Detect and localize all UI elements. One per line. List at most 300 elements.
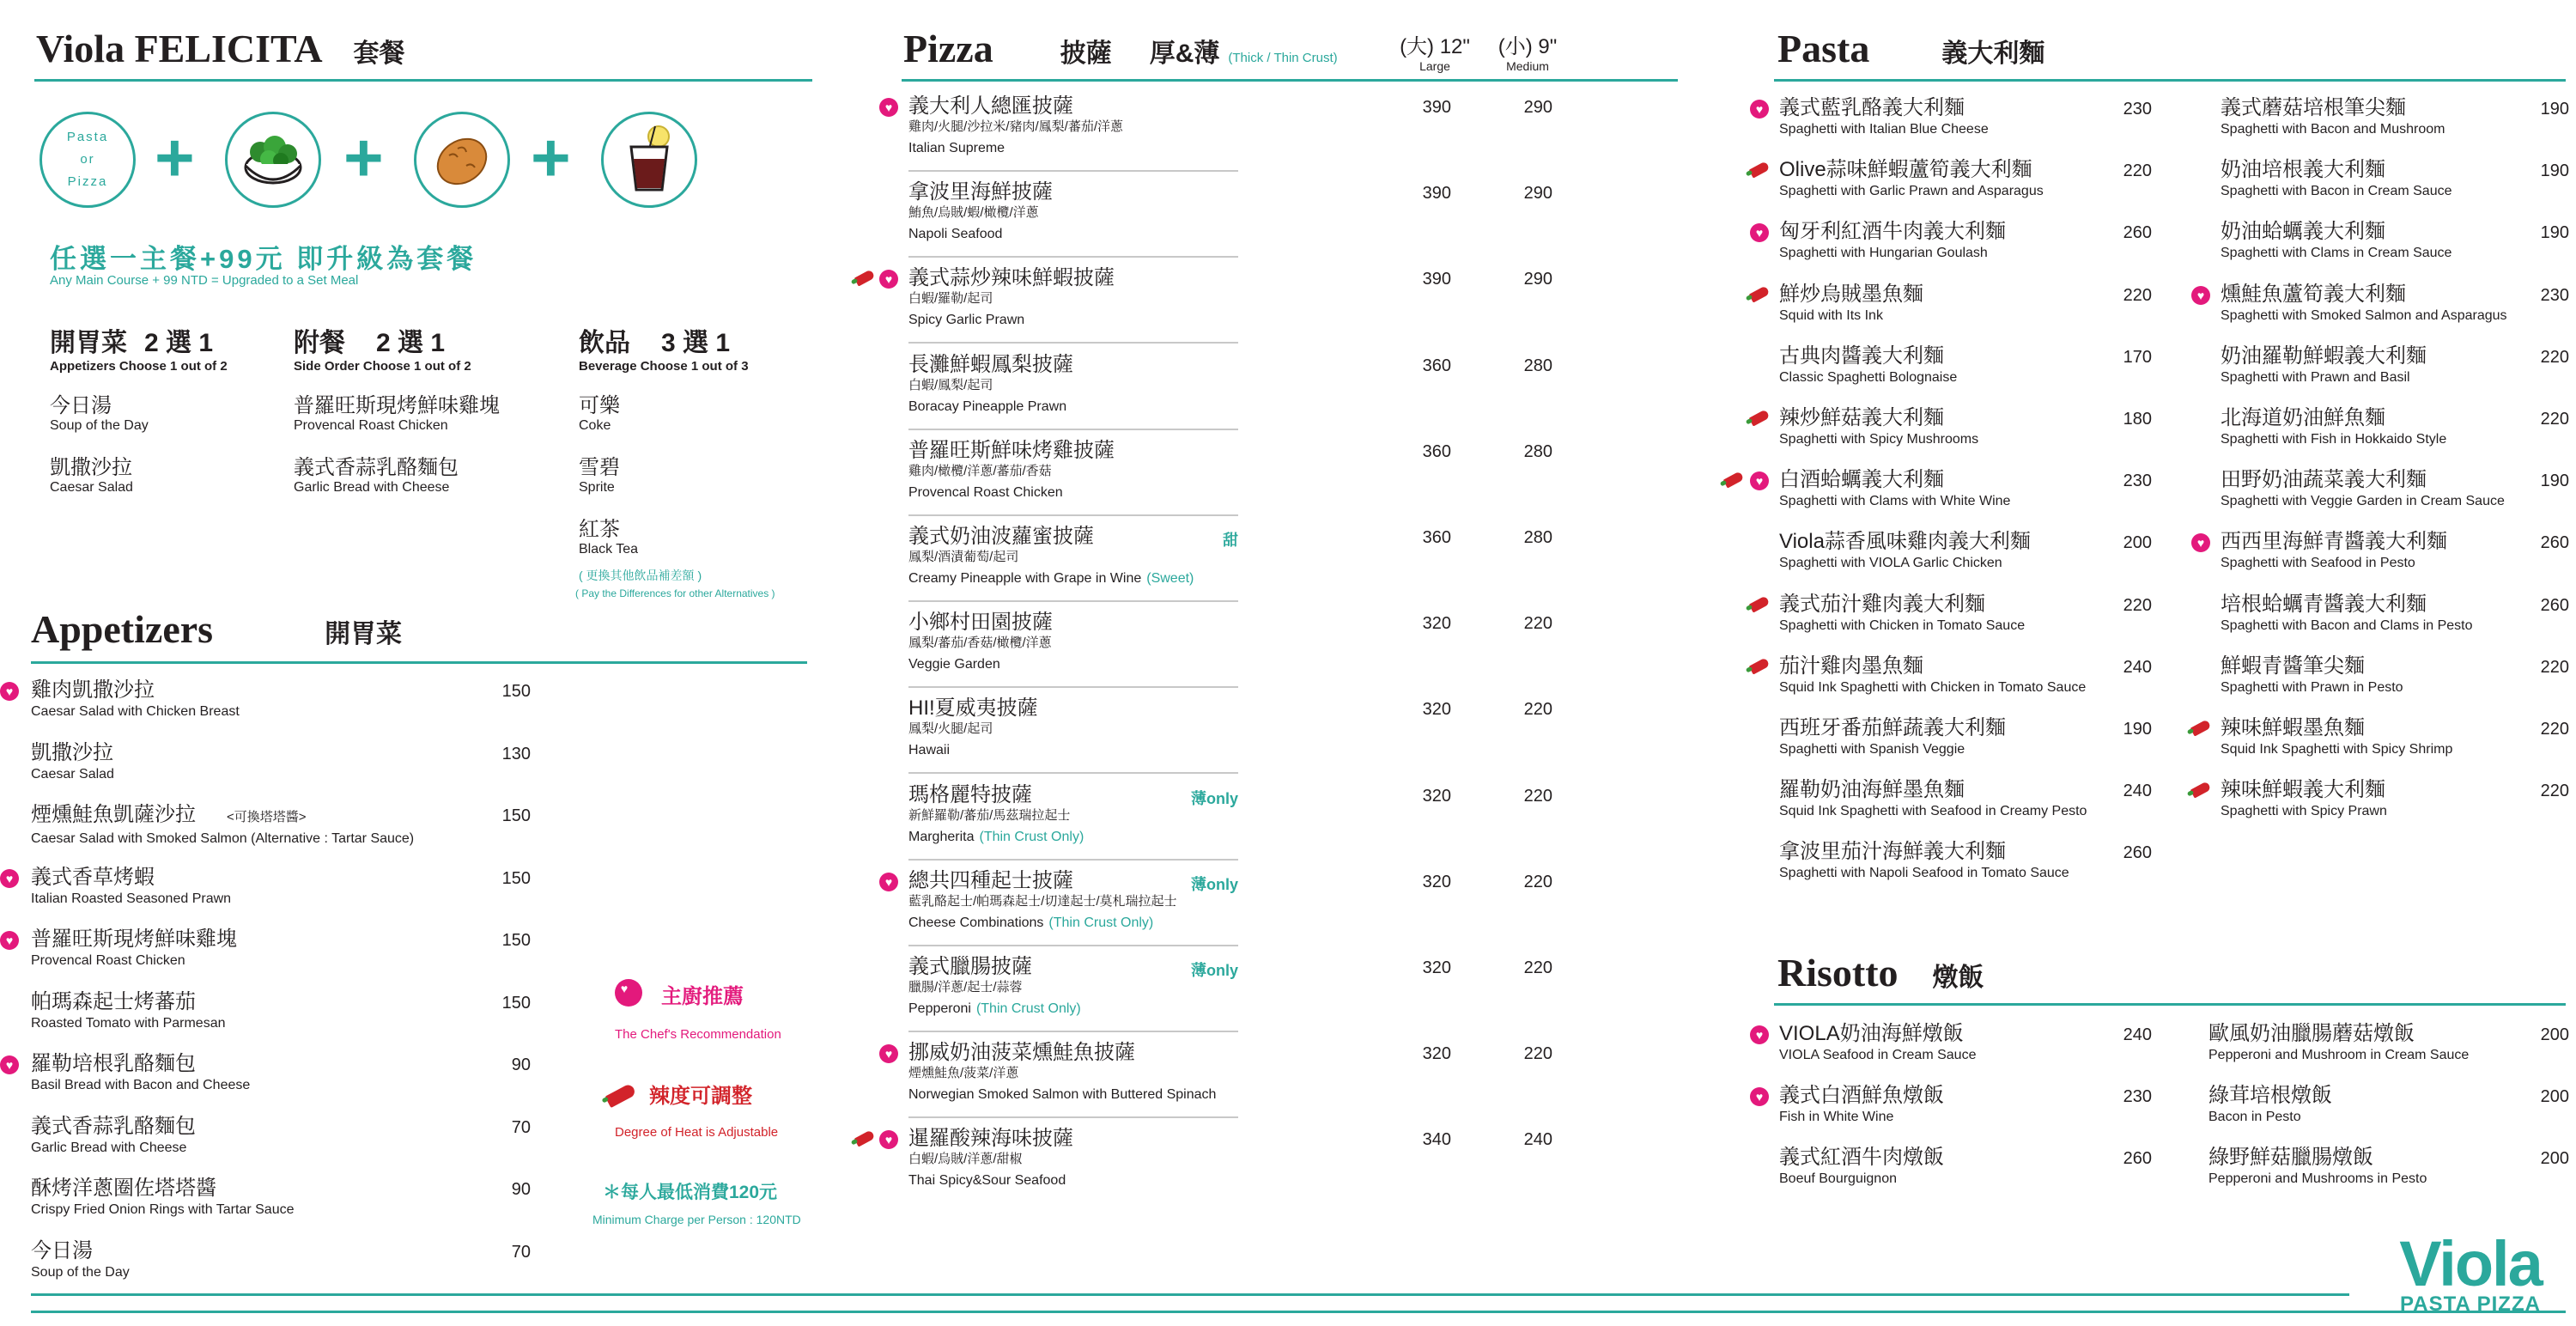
- item-ingredients: 鳳梨/酒漬葡萄/起司: [908, 550, 1019, 564]
- item-price: 190: [2540, 223, 2569, 243]
- item-name: 今日湯: [31, 1238, 93, 1262]
- crust-tag: 甜: [1223, 532, 1238, 549]
- chef-recommendation-en: The Chef's Recommendation: [615, 1027, 781, 1042]
- price-medium: 220: [1523, 872, 1552, 891]
- item-name: 奶油培根義大利麵: [2221, 158, 2385, 182]
- item-ingredients: 白蝦/羅勒/起司: [908, 291, 993, 307]
- item-price: 200: [2123, 533, 2152, 553]
- item-price: 230: [2123, 1087, 2152, 1106]
- item-price: 260: [2123, 1149, 2152, 1168]
- menu-item: [31, 678, 240, 721]
- price-medium: 220: [1523, 700, 1552, 720]
- item-price: 130: [501, 744, 531, 763]
- upgrade-text-en: Any Main Course + 99 NTD = Upgraded to a Set Meal: [50, 273, 359, 288]
- item-price: 190: [2540, 471, 2569, 491]
- item-name: 帕瑪森起士烤蕃茄: [31, 989, 196, 1013]
- row-divider: [908, 1116, 1238, 1118]
- plus-icon: +: [155, 119, 195, 196]
- plus-icon: +: [343, 119, 384, 196]
- item-name: 義式蒜炒辣味鮮蝦披薩: [908, 266, 1115, 290]
- price-medium: 280: [1523, 441, 1552, 461]
- row-divider: [908, 342, 1238, 344]
- item-name-en: Crispy Fried Onion Rings with Tartar Sauce: [31, 1202, 295, 1217]
- item-name: Viola蒜香風味雞肉義大利麵: [1779, 530, 2031, 554]
- menu-item: [2221, 530, 2447, 573]
- item-name-en: Spaghetti with Bacon in Cream Sauce: [2221, 184, 2452, 199]
- item-name-en: Provencal Roast Chicken: [31, 953, 185, 968]
- item-name: 煙燻鮭魚凱薩沙拉 <可換塔塔醬>: [31, 803, 307, 826]
- item-name-en: Creamy Pineapple with Grape in Wine (Sweet): [908, 571, 1194, 586]
- menu-item: [2221, 654, 2403, 697]
- item-name: 羅勒奶油海鮮墨魚麵: [1779, 778, 1965, 802]
- drink-icon: [601, 112, 697, 208]
- menu-item: [1779, 220, 2006, 263]
- combo-item: 普羅旺斯現烤鮮味雞塊 Provencal Roast Chicken: [294, 394, 500, 433]
- item-name: 義式蘑菇培根筆尖麵: [2221, 96, 2406, 119]
- item-price: 190: [2123, 720, 2152, 739]
- pizza-item: [908, 696, 1038, 760]
- item-name-en: Squid with Its Ink: [1779, 307, 1883, 323]
- item-price: 200: [2540, 1025, 2569, 1044]
- item-price: 220: [2123, 595, 2152, 615]
- menu-item: [1779, 530, 2031, 573]
- item-note: <可換塔塔醬>: [227, 810, 307, 824]
- item-price: 240: [2123, 782, 2152, 801]
- price-large: 340: [1422, 1130, 1451, 1150]
- item-note: (Thin Crust Only): [1048, 915, 1154, 930]
- menu-item: [1779, 654, 2086, 697]
- item-name-en: Spaghetti with Italian Blue Cheese: [1779, 122, 1989, 137]
- item-name-en: Spaghetti with Seafood in Pesto: [2221, 556, 2415, 571]
- item-name-en: Classic Spaghetti Bolognaise: [1779, 369, 1958, 385]
- item-name: 義式奶油波蘿蜜披薩: [908, 525, 1094, 548]
- heart-icon: [0, 682, 19, 701]
- item-name: 古典肉醬義大利麵: [1779, 344, 1944, 368]
- item-price: 190: [2540, 100, 2569, 119]
- item-name: 酥烤洋蔥圈佐塔塔醬: [31, 1177, 216, 1200]
- chili-icon: [1749, 161, 1771, 179]
- item-name: 拿波里茄汁海鮮義大利麵: [1779, 840, 2006, 864]
- chili-icon: [1749, 285, 1771, 302]
- item-name-en: Squid Ink Spaghetti with Spicy Shrimp: [2221, 742, 2453, 757]
- heart-icon: [879, 1130, 898, 1149]
- item-name-en: Napoli Seafood: [908, 227, 1003, 242]
- price-large: 360: [1422, 356, 1451, 375]
- appetizers-title: Appetizers 開胃菜: [31, 607, 403, 651]
- item-name-en: Spaghetti with VIOLA Garlic Chicken: [1779, 556, 2002, 571]
- menu-item: [1779, 344, 1957, 387]
- item-name-en: Italian Roasted Seasoned Prawn: [31, 891, 232, 906]
- menu-item: [1779, 778, 2087, 821]
- pizza-item: [908, 525, 1194, 588]
- heart-icon: [879, 1044, 898, 1063]
- chili-icon: [854, 270, 876, 287]
- item-price: 260: [2540, 533, 2569, 553]
- item-name-en: Hawaii: [908, 743, 951, 758]
- item-name-en: Bacon in Pesto: [2208, 1110, 2301, 1124]
- combo-appetizers-header: 開胃菜 2 選 1 Appetizers Choose 1 out of 2: [50, 329, 228, 374]
- item-name: 長灘鮮蝦鳳梨披薩: [908, 352, 1073, 376]
- combo-item: 雪碧 Sprite: [579, 456, 620, 495]
- item-name-en: Spaghetti with Prawn in Pesto: [2221, 679, 2403, 695]
- item-name: 白酒蛤蠣義大利麵: [1779, 468, 1944, 492]
- pizza-item: [908, 439, 1115, 502]
- item-name-en: Italian Supreme: [908, 141, 1005, 155]
- item-name: 北海道奶油鮮魚麵: [2221, 406, 2385, 429]
- pizza-item: [908, 783, 1084, 847]
- minimum-charge: ＊每人最低消費120元: [603, 1183, 778, 1202]
- minimum-charge-en: Minimum Charge per Person : 120NTD: [592, 1213, 801, 1226]
- heart-icon: [879, 98, 898, 117]
- heart-icon: [2191, 286, 2210, 305]
- item-name: 凱撒沙拉: [31, 740, 113, 764]
- item-name: 普羅旺斯鮮味烤雞披薩: [908, 438, 1115, 462]
- row-divider: [908, 514, 1238, 516]
- item-price: 170: [2123, 347, 2152, 367]
- heart-icon: [879, 873, 898, 891]
- menu-item: [2208, 1022, 2469, 1065]
- menu-item: [31, 990, 225, 1033]
- menu-item: [1779, 1084, 1944, 1127]
- item-name-en: Spaghetti with Garlic Prawn and Asparagus: [1779, 184, 2044, 199]
- item-name: 義式香蒜乳酪麵包: [31, 1114, 196, 1138]
- menu-item: [2221, 158, 2451, 201]
- item-name: 匈牙利紅酒牛肉義大利麵: [1779, 220, 2006, 244]
- appetizers-rule: [31, 661, 807, 664]
- pizza-item: [908, 266, 1115, 330]
- item-name-en: Fish in White Wine: [1779, 1110, 1894, 1124]
- chef-recommendation-label: 主廚推薦: [661, 985, 744, 1008]
- item-name-en: Spicy Garlic Prawn: [908, 313, 1025, 328]
- heart-icon: [1750, 223, 1769, 242]
- chili-icon: [1749, 657, 1771, 674]
- price-large: 320: [1422, 700, 1451, 720]
- item-name-en: Caesar Salad with Smoked Salmon (Alternative : Tartar Sauce): [31, 831, 415, 846]
- item-name-en: Garlic Bread with Cheese: [31, 1140, 187, 1155]
- item-price: 220: [2540, 657, 2569, 677]
- chili-icon: [605, 1083, 636, 1108]
- item-price: 70: [511, 1117, 531, 1137]
- item-name: 挪威奶油菠菜燻鮭魚披薩: [908, 1041, 1135, 1065]
- menu-item: [1779, 1146, 1944, 1189]
- price-large: 360: [1422, 441, 1451, 461]
- menu-item: [31, 803, 414, 849]
- item-name-en: VIOLA Seafood in Cream Sauce: [1779, 1048, 1977, 1062]
- menu-item: [31, 1052, 250, 1095]
- menu-item: [2221, 716, 2452, 759]
- item-name-en: Roasted Tomato with Parmesan: [31, 1015, 226, 1031]
- heart-icon: [0, 931, 19, 950]
- heart-icon: [0, 1055, 19, 1074]
- item-name: 雞肉凱撒沙拉: [31, 678, 155, 702]
- item-price: 260: [2540, 595, 2569, 615]
- chili-icon: [2190, 719, 2212, 736]
- item-ingredients: 新鮮羅勒/蕃茄/馬茲瑞拉起士: [908, 807, 1071, 823]
- combo-side-header: 附餐 2 選 1 Side Order Choose 1 out of 2: [294, 329, 471, 374]
- menu-item: [1779, 158, 2044, 201]
- item-price: 220: [2540, 720, 2569, 739]
- menu-item: [2221, 778, 2387, 821]
- heart-icon: [2191, 533, 2210, 552]
- row-divider: [908, 170, 1238, 172]
- row-divider: [908, 945, 1238, 946]
- item-name-en: Spaghetti with Bacon and Mushroom: [2221, 122, 2445, 137]
- menu-item: [31, 1115, 196, 1158]
- price-large: 320: [1422, 786, 1451, 806]
- price-large: 320: [1422, 614, 1451, 634]
- menu-item: [31, 928, 237, 970]
- size-medium-header: (小) 9" Medium: [1498, 35, 1558, 73]
- risotto-rule: [1774, 1003, 2566, 1006]
- pizza-item: [908, 869, 1177, 933]
- menu-item: [2221, 283, 2507, 325]
- item-name: 辣炒鮮菇義大利麵: [1779, 406, 1944, 429]
- crust-tag: 薄only: [1190, 875, 1238, 893]
- price-large: 390: [1422, 184, 1451, 204]
- set-meal-title: Viola FELICITA 套餐: [36, 27, 405, 70]
- item-price: 150: [501, 868, 531, 888]
- item-name: 義式藍乳酪義大利麵: [1779, 96, 1965, 119]
- item-name: 總共四種起士披薩: [908, 868, 1073, 892]
- chili-icon: [1749, 595, 1771, 612]
- item-name-en: Caesar Salad with Chicken Breast: [31, 704, 240, 719]
- item-ingredients: 鳳梨/蕃茄/香菇/橄欖/洋蔥: [908, 636, 1052, 651]
- item-name-en: Thai Spicy&Sour Seafood: [908, 1173, 1066, 1189]
- item-name-en: Spaghetti with Veggie Garden in Cream Sauce: [2221, 494, 2505, 509]
- item-price: 240: [2123, 657, 2152, 677]
- item-name-en: Spaghetti with Hungarian Goulash: [1779, 246, 1988, 261]
- price-medium: 290: [1523, 270, 1552, 289]
- item-name: 綠野鮮菇臘腸燉飯: [2208, 1146, 2373, 1169]
- item-ingredients: 白蝦/鳳梨/起司: [908, 377, 993, 392]
- item-ingredients: 煙燻鮭魚/菠菜/洋蔥: [908, 1066, 1019, 1081]
- item-name: 小鄉村田園披薩: [908, 611, 1053, 635]
- pasta-title: Pasta 義大利麵: [1777, 27, 2045, 70]
- item-name-en: Norwegian Smoked Salmon with Buttered Spinach: [908, 1087, 1217, 1103]
- item-name: 奶油羅勒鮮蝦義大利麵: [2221, 344, 2427, 368]
- salad-icon: [225, 112, 321, 208]
- pizza-item: [908, 1127, 1073, 1190]
- main-course-circle: Pasta or Pizza: [39, 112, 136, 208]
- combo-item: 義式香蒜乳酪麵包 Garlic Bread with Cheese: [294, 456, 459, 495]
- item-name: 羅勒培根乳酪麵包: [31, 1052, 196, 1075]
- item-price: 230: [2123, 100, 2152, 119]
- item-name-en: Boeuf Bourguignon: [1779, 1171, 1897, 1186]
- item-note: (Thin Crust Only): [975, 1001, 1081, 1016]
- menu-item: [1779, 406, 1978, 449]
- heart-icon: [615, 979, 642, 1007]
- item-price: 200: [2540, 1087, 2569, 1106]
- menu-item: [2221, 220, 2451, 263]
- viola-logo: Viola PASTA PIZZA: [2399, 1228, 2542, 1316]
- item-price: 190: [2540, 161, 2569, 181]
- item-name-en: Veggie Garden: [908, 657, 1000, 672]
- item-name: 義大利人總匯披薩: [908, 94, 1073, 118]
- item-ingredients: 雞肉/火腿/沙拉米/豬肉/鳳梨/蕃茄/洋蔥: [908, 119, 1124, 134]
- menu-item: [1779, 283, 1923, 325]
- item-name: 西西里海鮮青醬義大利麵: [2221, 530, 2447, 554]
- price-large: 360: [1422, 528, 1451, 547]
- item-name-en: Basil Bread with Bacon and Cheese: [31, 1078, 251, 1092]
- item-price: 220: [2540, 782, 2569, 801]
- menu-item: [31, 1177, 295, 1220]
- item-name: 歐風奶油臘腸蘑菇燉飯: [2208, 1022, 2415, 1045]
- item-name: 暹羅酸辣海味披薩: [908, 1127, 1073, 1151]
- item-name-en: Spaghetti with Fish in Hokkaido Style: [2221, 432, 2447, 447]
- pizza-item: [908, 94, 1123, 158]
- pizza-item: [908, 1041, 1216, 1104]
- row-divider: [908, 429, 1238, 430]
- chili-icon: [1749, 409, 1771, 426]
- menu-item: [2221, 593, 2473, 636]
- pizza-item: [908, 180, 1053, 244]
- item-name: 西班牙番茄鮮蔬義大利麵: [1779, 716, 2006, 739]
- footer-rule-top: [31, 1293, 2349, 1296]
- item-name: 綠茸培根燉飯: [2208, 1084, 2332, 1107]
- price-large: 390: [1422, 98, 1451, 117]
- item-price: 220: [2540, 347, 2569, 367]
- item-name-en: Spaghetti with Chicken in Tomato Sauce: [1779, 617, 2026, 633]
- menu-item: [31, 741, 114, 784]
- menu-item: [2221, 96, 2445, 139]
- item-price: 90: [511, 1180, 531, 1199]
- item-ingredients: 鳳梨/火腿/起司: [908, 721, 993, 737]
- item-ingredients: 雞肉/橄欖/洋蔥/蕃茄/香菇: [908, 463, 1052, 478]
- price-medium: 290: [1523, 98, 1552, 117]
- heat-adjustable-en: Degree of Heat is Adjustable: [615, 1125, 779, 1140]
- risotto-title: Risotto 燉飯: [1777, 951, 1984, 995]
- combo-beverage-header: 飲品 3 選 1 Beverage Choose 1 out of 3: [579, 329, 749, 374]
- beverage-note: ( 更換其他飲品補差額 ): [579, 569, 702, 582]
- item-name: 鮮蝦青醬筆尖麵: [2221, 654, 2365, 678]
- menu-item: [2221, 406, 2446, 449]
- pizza-item: [908, 353, 1073, 417]
- item-name-en: Spaghetti with Clams in Cream Sauce: [2221, 246, 2452, 261]
- item-name: VIOLA奶油海鮮燉飯: [1779, 1022, 1964, 1045]
- row-divider: [908, 256, 1238, 258]
- set-meal-rule: [34, 79, 812, 82]
- item-name: Olive蒜味鮮蝦蘆筍義大利麵: [1779, 158, 2032, 182]
- menu-item: [31, 866, 231, 909]
- item-name-en: Spaghetti with Spicy Prawn: [2221, 804, 2387, 819]
- price-medium: 280: [1523, 356, 1552, 375]
- menu-item: [1779, 716, 2006, 759]
- combo-item: 可樂 Coke: [579, 394, 620, 433]
- item-name-en: Pepperoni (Thin Crust Only): [908, 1001, 1081, 1016]
- menu-item: [1779, 593, 2025, 636]
- crust-tag: 薄only: [1190, 789, 1238, 807]
- row-divider: [908, 600, 1238, 602]
- heart-icon: [1750, 1025, 1769, 1044]
- pizza-item: [908, 611, 1053, 674]
- heart-icon: [0, 869, 19, 888]
- item-name-en: Boracay Pineapple Prawn: [908, 398, 1067, 414]
- combo-item: 紅茶 Black Tea: [579, 518, 639, 557]
- footer-rule-bottom: [31, 1311, 2566, 1313]
- item-name: 義式白酒鮮魚燉飯: [1779, 1084, 1944, 1107]
- item-price: 150: [501, 682, 531, 701]
- item-name: 辣味鮮蝦義大利麵: [2221, 778, 2385, 802]
- item-name-en: Margherita (Thin Crust Only): [908, 829, 1084, 844]
- item-price: 220: [2540, 410, 2569, 429]
- item-name-en: Spaghetti with Spanish Veggie: [1779, 742, 1965, 757]
- item-price: 150: [501, 931, 531, 950]
- item-name-en: Spaghetti with Prawn and Basil: [2221, 369, 2410, 385]
- pasta-rule: [1774, 79, 2566, 82]
- price-medium: 290: [1523, 184, 1552, 204]
- crust-tag: 薄only: [1190, 962, 1238, 979]
- menu-item: [1779, 468, 2010, 511]
- item-name-en: Spaghetti with Clams with White Wine: [1779, 494, 2011, 509]
- item-name-en: Spaghetti with Smoked Salmon and Asparagus: [2221, 307, 2507, 323]
- menu-item: [2208, 1146, 2427, 1189]
- item-name-en: Soup of the Day: [31, 1264, 130, 1280]
- menu-item: [1779, 840, 2069, 883]
- item-name-en: Squid Ink Spaghetti with Seafood in Creamy Pesto: [1779, 804, 2087, 819]
- chili-icon: [1723, 471, 1745, 489]
- item-ingredients: 藍乳酪起士/帕瑪森起士/切達起士/莫札瑞拉起士: [908, 893, 1177, 909]
- item-name: 義式紅酒牛肉燉飯: [1779, 1146, 1944, 1169]
- item-name-en: Spaghetti with Napoli Seafood in Tomato Sauce: [1779, 866, 2069, 881]
- item-price: 150: [501, 806, 531, 825]
- item-name: 辣味鮮蝦墨魚麵: [2221, 716, 2365, 739]
- item-price: 90: [511, 1055, 531, 1074]
- item-name: 培根蛤蠣青醬義大利麵: [2221, 592, 2427, 616]
- heart-icon: [1750, 471, 1769, 490]
- item-name: 鮮炒烏賊墨魚麵: [1779, 282, 1923, 306]
- price-medium: 220: [1523, 614, 1552, 634]
- item-name-en: Provencal Roast Chicken: [908, 484, 1063, 500]
- heart-icon: [1750, 100, 1769, 119]
- bread-icon: [414, 112, 510, 208]
- item-name-en: Cheese Combinations (Thin Crust Only): [908, 915, 1154, 930]
- price-medium: 240: [1523, 1130, 1552, 1150]
- size-large-header: (大) 12" Large: [1400, 35, 1470, 73]
- heart-icon: [879, 270, 898, 289]
- menu-item: [1779, 96, 1989, 139]
- pizza-title: Pizza 披薩 厚&薄 (Thick / Thin Crust): [903, 27, 1338, 70]
- beverage-note-en: ( Pay the Differences for other Alternatives ): [575, 587, 775, 599]
- price-medium: 280: [1523, 528, 1552, 547]
- item-name-en: Caesar Salad: [31, 766, 114, 782]
- item-name: 義式茄汁雞肉義大利麵: [1779, 592, 1985, 616]
- chili-icon: [2190, 782, 2212, 799]
- item-name: 普羅旺斯現烤鮮味雞塊: [31, 928, 237, 951]
- item-name-en: Pepperoni and Mushrooms in Pesto: [2208, 1171, 2427, 1186]
- combo-item: 今日湯 Soup of the Day: [50, 394, 149, 433]
- item-name: 奶油蛤蠣義大利麵: [2221, 220, 2385, 244]
- item-name: 茄汁雞肉墨魚麵: [1779, 654, 1923, 678]
- row-divider: [908, 859, 1238, 861]
- item-price: 260: [2123, 843, 2152, 863]
- item-name: 義式臘腸披薩: [908, 955, 1032, 978]
- item-name-en: Pepperoni and Mushroom in Cream Sauce: [2208, 1048, 2470, 1062]
- price-large: 320: [1422, 872, 1451, 891]
- item-name: 義式香草烤蝦: [31, 865, 155, 889]
- combo-item: 凱撒沙拉 Caesar Salad: [50, 456, 133, 495]
- upgrade-text: 任選一主餐+99元 即升級為套餐: [50, 244, 477, 274]
- menu-item: [31, 1239, 130, 1282]
- price-medium: 220: [1523, 1044, 1552, 1064]
- heart-icon: [1750, 1087, 1769, 1106]
- item-price: 200: [2540, 1149, 2569, 1168]
- plus-icon: +: [531, 119, 571, 196]
- item-ingredients: 白蝦/烏賊/洋蔥/甜椒: [908, 1152, 1023, 1167]
- row-divider: [908, 686, 1238, 688]
- item-ingredients: 臘腸/洋蔥/起士/蒜蓉: [908, 980, 1023, 995]
- item-name: 田野奶油蔬菜義大利麵: [2221, 468, 2427, 492]
- pizza-item: [908, 955, 1081, 1019]
